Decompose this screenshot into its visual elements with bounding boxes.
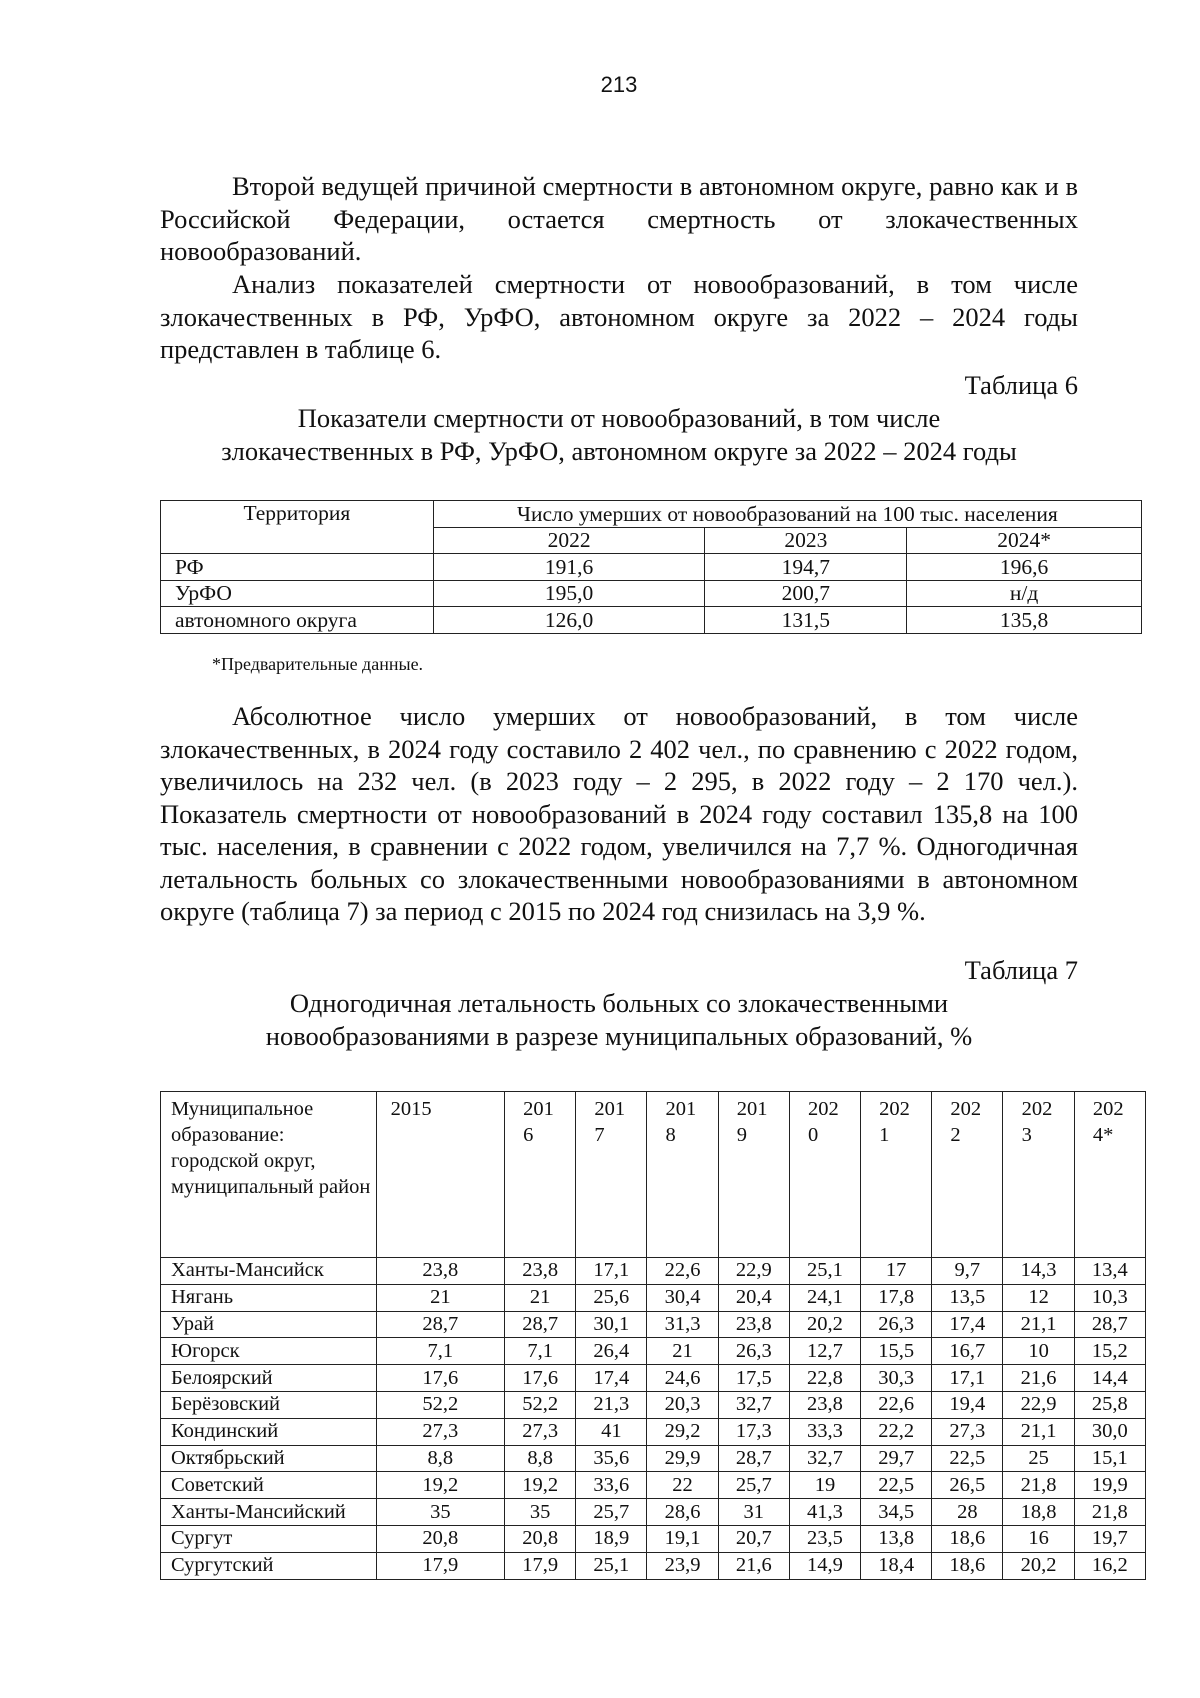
table7-year-text: 2017 bbox=[594, 1098, 626, 1146]
table7-value-cell: 21,3 bbox=[576, 1391, 647, 1418]
table7-value-cell: 22,8 bbox=[789, 1365, 860, 1392]
table7-value-cell: 21 bbox=[647, 1338, 718, 1365]
table6-value-cell: 200,7 bbox=[705, 580, 907, 607]
table6-header-territory: Территория bbox=[161, 501, 434, 554]
table7-value-cell: 26,5 bbox=[932, 1472, 1003, 1499]
table7-municipality-cell: Советский bbox=[161, 1472, 377, 1499]
table7-value-cell: 35 bbox=[505, 1499, 576, 1526]
table7-value-cell: 14,3 bbox=[1003, 1258, 1074, 1285]
table6-year: 2024* bbox=[907, 527, 1142, 554]
table6-year: 2023 bbox=[705, 527, 907, 554]
table7-title-line1: Одногодичная летальность больных со злокачественными bbox=[289, 988, 949, 1018]
table7-value-cell: 19,2 bbox=[505, 1472, 576, 1499]
table7-value-cell: 15,2 bbox=[1074, 1338, 1145, 1365]
table7-value-cell: 20,8 bbox=[376, 1525, 504, 1552]
table7-value-cell: 27,3 bbox=[376, 1418, 504, 1445]
table7-row bbox=[161, 1552, 1146, 1579]
table7-value-cell: 14,9 bbox=[789, 1552, 860, 1579]
table7-title-line2: новообразованиями в разрезе муниципальных образований, % bbox=[265, 1020, 973, 1051]
table7-value-cell: 26,4 bbox=[576, 1338, 647, 1365]
table7-value-cell: 23,9 bbox=[647, 1552, 718, 1579]
table7-value-cell: 20,2 bbox=[1003, 1552, 1074, 1579]
table7-value-cell: 7,1 bbox=[505, 1338, 576, 1365]
table7-year-header bbox=[789, 1092, 860, 1258]
table6-territory-cell: УрФО bbox=[161, 580, 434, 607]
table7-body bbox=[161, 1258, 1146, 1580]
table7-year-text: 2016 bbox=[523, 1098, 554, 1146]
table7-value-cell: 8,8 bbox=[505, 1445, 576, 1472]
table7-value-cell: 17,1 bbox=[576, 1258, 647, 1285]
table6-territory-cell: автономного округа bbox=[161, 607, 434, 634]
table7-row bbox=[161, 1391, 1146, 1418]
table7-value-cell: 17,1 bbox=[932, 1365, 1003, 1392]
table7-value-cell: 9,7 bbox=[932, 1258, 1003, 1285]
table7-year-text: 2023 bbox=[1021, 1098, 1053, 1146]
table7-value-cell: 26,3 bbox=[718, 1338, 789, 1365]
table7-value-cell: 21,1 bbox=[1003, 1311, 1074, 1338]
table7-year-text: 2021 bbox=[879, 1098, 910, 1146]
table7-value-cell: 24,1 bbox=[789, 1284, 860, 1311]
table7-value-cell: 16,2 bbox=[1074, 1552, 1145, 1579]
table7-value-cell: 10,3 bbox=[1074, 1284, 1145, 1311]
table7-value-cell: 17,9 bbox=[505, 1552, 576, 1579]
table7-value-cell: 21,8 bbox=[1074, 1499, 1145, 1526]
table6-header-row bbox=[161, 501, 1142, 528]
table6-value-cell: 135,8 bbox=[907, 607, 1142, 634]
table7-value-cell: 19 bbox=[789, 1472, 860, 1499]
table7-row bbox=[161, 1311, 1146, 1338]
table6-value-cell: 195,0 bbox=[433, 580, 705, 607]
table7-value-cell: 25,1 bbox=[576, 1552, 647, 1579]
table7-value-cell: 22,2 bbox=[861, 1418, 932, 1445]
table7-municipality-cell: Ханты-Мансийск bbox=[161, 1258, 377, 1285]
table7-value-cell: 22,5 bbox=[932, 1445, 1003, 1472]
table7-title bbox=[160, 987, 1078, 1052]
table7-year-header bbox=[1003, 1092, 1074, 1258]
table7-value-cell: 23,8 bbox=[718, 1311, 789, 1338]
table7-municipality-cell: Югорск bbox=[161, 1338, 377, 1365]
table7-value-cell: 32,7 bbox=[718, 1391, 789, 1418]
table7-value-cell: 12 bbox=[1003, 1284, 1074, 1311]
page-number: 213 bbox=[600, 72, 638, 97]
paragraph-absolute-numbers: Абсолютное число умерших от новообразований, в том числе злокачественных, в 2024 году составило 2 402 чел., по сравнению с 2022 годом, увеличилось на 232 чел. (в 2023 году – 2 295, в 2022 году – 2 170 чел.). Показатель смертности от новообразований в 2024 году составил 135,8 на 100 тыс. населения, в сравнении с 2022 годом, увеличился на 7,7 %. Одногодичная летальность больных со злокачественными новообразованиями в автономном округе (таблица 7) за период с 2015 по 2024 год снизилась на 3,9 %. bbox=[160, 701, 1078, 926]
table7-value-cell: 20,2 bbox=[789, 1311, 860, 1338]
table7-value-cell: 23,5 bbox=[789, 1525, 860, 1552]
table6-title bbox=[160, 402, 1078, 467]
table7-value-cell: 22,9 bbox=[1003, 1391, 1074, 1418]
table7-value-cell: 17,8 bbox=[861, 1284, 932, 1311]
table7-value-cell: 13,8 bbox=[861, 1525, 932, 1552]
table7-value-cell: 27,3 bbox=[505, 1418, 576, 1445]
table7-value-cell: 10 bbox=[1003, 1338, 1074, 1365]
table7-value-cell: 35,6 bbox=[576, 1445, 647, 1472]
table7-value-cell: 17,6 bbox=[376, 1365, 504, 1392]
table7-value-cell: 35 bbox=[376, 1499, 504, 1526]
table7-value-cell: 23,8 bbox=[789, 1391, 860, 1418]
table7-value-cell: 25,6 bbox=[576, 1284, 647, 1311]
table7-value-cell: 52,2 bbox=[505, 1391, 576, 1418]
table7-value-cell: 21,6 bbox=[718, 1552, 789, 1579]
table7-municipality-cell: Ханты-Мансийский bbox=[161, 1499, 377, 1526]
table7-value-cell: 17,6 bbox=[505, 1365, 576, 1392]
table7-value-cell: 19,1 bbox=[647, 1525, 718, 1552]
table7-header-municipality: Муниципальное образование: городской округ, муниципальный район bbox=[161, 1092, 377, 1258]
table7-value-cell: 21 bbox=[376, 1284, 504, 1311]
table7-row bbox=[161, 1418, 1146, 1445]
table7-municipality-cell: Нягань bbox=[161, 1284, 377, 1311]
table6-year: 2022 bbox=[433, 527, 705, 554]
table6-title-line2: злокачественных в РФ, УрФО, автономном округе за 2022 – 2024 годы bbox=[221, 435, 1017, 466]
table7-year-text: 2024* bbox=[1092, 1098, 1124, 1146]
table7-value-cell: 33,3 bbox=[789, 1418, 860, 1445]
table7-value-cell: 26,3 bbox=[861, 1311, 932, 1338]
table7-value-cell: 19,4 bbox=[932, 1391, 1003, 1418]
table6-value-cell: н/д bbox=[907, 580, 1142, 607]
table7-municipality-cell: Кондинский bbox=[161, 1418, 377, 1445]
table7-value-cell: 21,1 bbox=[1003, 1418, 1074, 1445]
table7-value-cell: 15,1 bbox=[1074, 1445, 1145, 1472]
table7-municipality-cell: Октябрьский bbox=[161, 1445, 377, 1472]
table7-row bbox=[161, 1499, 1146, 1526]
table7-municipality-cell: Урай bbox=[161, 1311, 377, 1338]
table7-value-cell: 28,6 bbox=[647, 1499, 718, 1526]
table6-value-cell: 126,0 bbox=[433, 607, 705, 634]
table7-value-cell: 34,5 bbox=[861, 1499, 932, 1526]
table7-value-cell: 19,7 bbox=[1074, 1525, 1145, 1552]
table7-value-cell: 29,9 bbox=[647, 1445, 718, 1472]
table7-value-cell: 16,7 bbox=[932, 1338, 1003, 1365]
table7-value-cell: 21 bbox=[505, 1284, 576, 1311]
table7-municipality-cell: Сургутский bbox=[161, 1552, 377, 1579]
table7-value-cell: 41,3 bbox=[789, 1499, 860, 1526]
table6-value-cell: 194,7 bbox=[705, 554, 907, 581]
table7-year-header bbox=[505, 1092, 576, 1258]
table7-year-header: 2015 bbox=[376, 1092, 504, 1258]
table7-year-header bbox=[861, 1092, 932, 1258]
table7-value-cell: 30,4 bbox=[647, 1284, 718, 1311]
table7-value-cell: 18,8 bbox=[1003, 1499, 1074, 1526]
table7-value-cell: 7,1 bbox=[376, 1338, 504, 1365]
table6-body bbox=[161, 554, 1142, 634]
table7-value-cell: 12,7 bbox=[789, 1338, 860, 1365]
table7-value-cell: 22,6 bbox=[647, 1258, 718, 1285]
table7-value-cell: 32,7 bbox=[789, 1445, 860, 1472]
table6-value-cell: 131,5 bbox=[705, 607, 907, 634]
table7-row bbox=[161, 1258, 1146, 1285]
table7-value-cell: 19,2 bbox=[376, 1472, 504, 1499]
table7-value-cell: 14,4 bbox=[1074, 1365, 1145, 1392]
table7-value-cell: 25,7 bbox=[718, 1472, 789, 1499]
table7-value-cell: 28,7 bbox=[376, 1311, 504, 1338]
table7-value-cell: 31 bbox=[718, 1499, 789, 1526]
table6-row bbox=[161, 554, 1142, 581]
table6-value-cell: 191,6 bbox=[433, 554, 705, 581]
table7-year-header bbox=[1074, 1092, 1145, 1258]
table7-value-cell: 23,8 bbox=[505, 1258, 576, 1285]
table7-value-cell: 25,7 bbox=[576, 1499, 647, 1526]
table6-mortality bbox=[160, 500, 1142, 634]
table7-row bbox=[161, 1365, 1146, 1392]
table7-value-cell: 23,8 bbox=[376, 1258, 504, 1285]
table7-year-text: 2022 bbox=[950, 1098, 982, 1146]
paragraph-analysis: Анализ показателей смертности от новообразований, в том числе злокачественных в РФ, УрФО, автономном округе за 2022 – 2024 годы представлен в таблице 6. bbox=[160, 269, 1078, 364]
table7-value-cell: 17,5 bbox=[718, 1365, 789, 1392]
table7-value-cell: 18,6 bbox=[932, 1552, 1003, 1579]
table7-value-cell: 20,4 bbox=[718, 1284, 789, 1311]
table7-row bbox=[161, 1445, 1146, 1472]
table7-year-header bbox=[718, 1092, 789, 1258]
table7-value-cell: 18,4 bbox=[861, 1552, 932, 1579]
table7-value-cell: 22,9 bbox=[718, 1258, 789, 1285]
table7-value-cell: 17,9 bbox=[376, 1552, 504, 1579]
table7-year-text: 2018 bbox=[665, 1098, 697, 1146]
table7-municipality-cell: Берёзовский bbox=[161, 1391, 377, 1418]
table7-value-cell: 29,2 bbox=[647, 1418, 718, 1445]
table6-row bbox=[161, 607, 1142, 634]
table7-municipality-cell: Сургут bbox=[161, 1525, 377, 1552]
table7-value-cell: 20,7 bbox=[718, 1525, 789, 1552]
table7-year-header bbox=[647, 1092, 718, 1258]
table7-value-cell: 22 bbox=[647, 1472, 718, 1499]
table7-value-cell: 13,4 bbox=[1074, 1258, 1145, 1285]
table7-value-cell: 25 bbox=[1003, 1445, 1074, 1472]
table7-value-cell: 22,6 bbox=[861, 1391, 932, 1418]
table7-value-cell: 33,6 bbox=[576, 1472, 647, 1499]
table7-label: Таблица 7 bbox=[964, 955, 1078, 985]
table7-value-cell: 30,3 bbox=[861, 1365, 932, 1392]
table7-value-cell: 17,4 bbox=[932, 1311, 1003, 1338]
table7-value-cell: 29,7 bbox=[861, 1445, 932, 1472]
table7-value-cell: 22,5 bbox=[861, 1472, 932, 1499]
table7-value-cell: 30,1 bbox=[576, 1311, 647, 1338]
table7-year-header bbox=[932, 1092, 1003, 1258]
table6-row bbox=[161, 580, 1142, 607]
table7-value-cell: 25,8 bbox=[1074, 1391, 1145, 1418]
table7-value-cell: 20,8 bbox=[505, 1525, 576, 1552]
table7-value-cell: 28,7 bbox=[718, 1445, 789, 1472]
table7-value-cell: 25,1 bbox=[789, 1258, 860, 1285]
table7-value-cell: 28,7 bbox=[1074, 1311, 1145, 1338]
paragraph-intro: Второй ведущей причиной смертности в автономном округе, равно как и в Российской Федерации, остается смертность от злокачественных новообразований. bbox=[160, 171, 1078, 266]
table7-value-cell: 21,6 bbox=[1003, 1365, 1074, 1392]
table7-row bbox=[161, 1525, 1146, 1552]
table6-footnote: *Предварительные данные. bbox=[212, 654, 424, 674]
table7-header-row bbox=[161, 1092, 1146, 1258]
table7-lethality bbox=[160, 1091, 1146, 1580]
table6-territory-cell: РФ bbox=[161, 554, 434, 581]
table6-label: Таблица 6 bbox=[964, 370, 1078, 400]
table7-row bbox=[161, 1284, 1146, 1311]
table7-year-text: 2020 bbox=[807, 1098, 839, 1146]
table6-header-group: Число умерших от новообразований на 100 тыс. населения bbox=[433, 501, 1141, 528]
table7-value-cell: 21,8 bbox=[1003, 1472, 1074, 1499]
table7-value-cell: 20,3 bbox=[647, 1391, 718, 1418]
table7-value-cell: 8,8 bbox=[376, 1445, 504, 1472]
table7-value-cell: 31,3 bbox=[647, 1311, 718, 1338]
table7-value-cell: 17 bbox=[861, 1258, 932, 1285]
table7-row bbox=[161, 1472, 1146, 1499]
table7-value-cell: 16 bbox=[1003, 1525, 1074, 1552]
table7-value-cell: 28 bbox=[932, 1499, 1003, 1526]
table7-value-cell: 18,9 bbox=[576, 1525, 647, 1552]
table6-title-line1: Показатели смертности от новообразований, в том числе bbox=[297, 403, 941, 433]
table7-value-cell: 15,5 bbox=[861, 1338, 932, 1365]
table7-year-text: 2019 bbox=[736, 1098, 768, 1146]
table7-year-header bbox=[576, 1092, 647, 1258]
table7-value-cell: 17,4 bbox=[576, 1365, 647, 1392]
table7-row bbox=[161, 1338, 1146, 1365]
table7-value-cell: 19,9 bbox=[1074, 1472, 1145, 1499]
table7-value-cell: 27,3 bbox=[932, 1418, 1003, 1445]
table7-value-cell: 41 bbox=[576, 1418, 647, 1445]
table7-value-cell: 24,6 bbox=[647, 1365, 718, 1392]
table7-value-cell: 28,7 bbox=[505, 1311, 576, 1338]
table7-value-cell: 18,6 bbox=[932, 1525, 1003, 1552]
table7-value-cell: 30,0 bbox=[1074, 1418, 1145, 1445]
table7-municipality-cell: Белоярский bbox=[161, 1365, 377, 1392]
table7-value-cell: 13,5 bbox=[932, 1284, 1003, 1311]
table7-value-cell: 52,2 bbox=[376, 1391, 504, 1418]
table7-value-cell: 17,3 bbox=[718, 1418, 789, 1445]
table6-value-cell: 196,6 bbox=[907, 554, 1142, 581]
